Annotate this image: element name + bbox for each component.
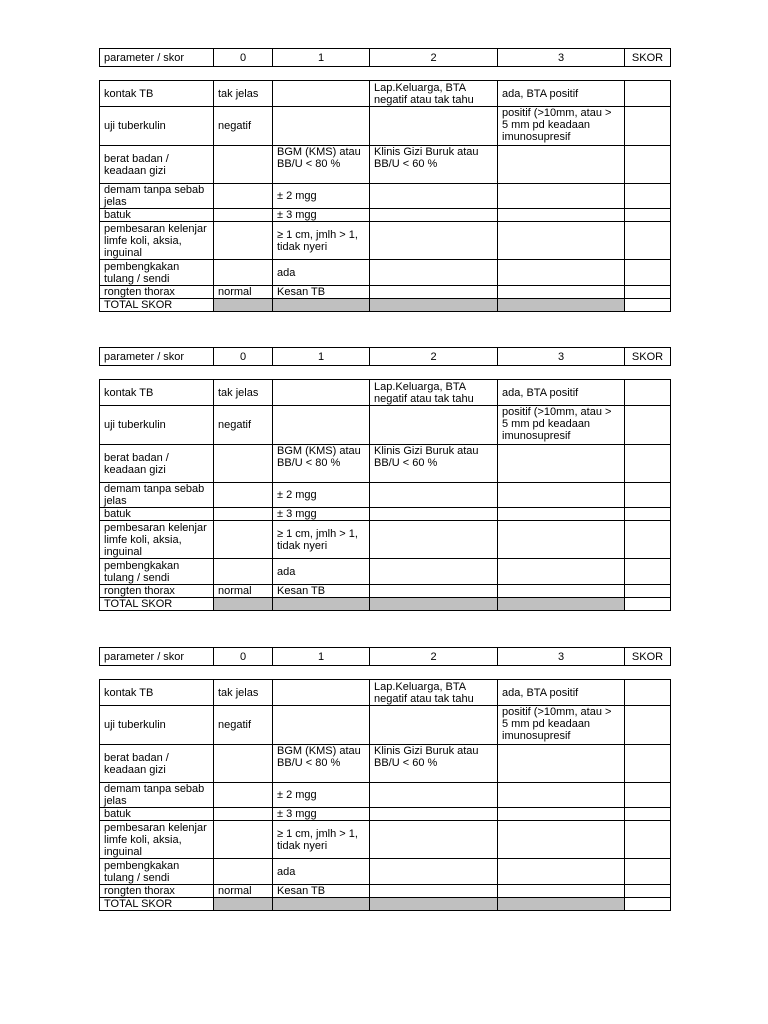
total-shaded-cell [273, 898, 370, 911]
header-skor: SKOR [625, 348, 671, 366]
header-row [100, 648, 671, 666]
cell-score-3 [498, 260, 625, 286]
cell-score-3 [498, 745, 625, 783]
score-form-2 [99, 347, 670, 611]
cell-skor[interactable] [625, 184, 671, 209]
row-label: pembesaran kelenjar limfe koli, aksia, inguinal [100, 521, 214, 559]
row-label: berat badan / keadaan gizi [100, 745, 214, 783]
cell-score-0 [214, 559, 273, 585]
row-label: pembengkakan tulang / sendi [100, 859, 214, 885]
row-label: demam tanpa sebab jelas [100, 483, 214, 508]
row-batuk [100, 508, 671, 521]
cell-score-1: ± 3 mgg [273, 808, 370, 821]
cell-score-1 [273, 706, 370, 745]
total-skor-cell[interactable] [625, 898, 671, 911]
total-label: TOTAL SKOR [100, 598, 214, 611]
scoring-table [99, 679, 671, 911]
row-demam [100, 783, 671, 808]
row-label: batuk [100, 808, 214, 821]
cell-score-3: ada, BTA positif [498, 81, 625, 107]
header-score-0: 0 [214, 648, 273, 666]
cell-score-3 [498, 445, 625, 483]
total-shaded-cell [214, 299, 273, 312]
cell-score-3 [498, 286, 625, 299]
cell-score-2: Klinis Gizi Buruk atau BB/U < 60 % [370, 146, 498, 184]
cell-score-1: BGM (KMS) atau BB/U < 80 % [273, 445, 370, 483]
cell-score-2 [370, 107, 498, 146]
row-uji [100, 706, 671, 745]
row-kontak [100, 380, 671, 406]
cell-score-1 [273, 380, 370, 406]
cell-score-0 [214, 783, 273, 808]
cell-score-0 [214, 184, 273, 209]
cell-score-3: ada, BTA positif [498, 380, 625, 406]
row-demam [100, 184, 671, 209]
header-score-2: 2 [370, 648, 498, 666]
row-label: demam tanpa sebab jelas [100, 184, 214, 209]
cell-score-2 [370, 184, 498, 209]
cell-skor[interactable] [625, 406, 671, 445]
cell-score-0 [214, 508, 273, 521]
header-param: parameter / skor [100, 648, 214, 666]
cell-score-3: positif (>10mm, atau > 5 mm pd keadaan imunosupresif [498, 406, 625, 445]
header-row [100, 348, 671, 366]
cell-score-2 [370, 585, 498, 598]
row-label: kontak TB [100, 380, 214, 406]
cell-score-1: ada [273, 260, 370, 286]
cell-score-3: ada, BTA positif [498, 680, 625, 706]
cell-score-2 [370, 286, 498, 299]
cell-score-0 [214, 859, 273, 885]
cell-score-3 [498, 209, 625, 222]
cell-score-0: normal [214, 286, 273, 299]
cell-score-0: tak jelas [214, 680, 273, 706]
cell-score-2 [370, 808, 498, 821]
row-label: batuk [100, 209, 214, 222]
total-shaded-cell [498, 898, 625, 911]
cell-skor[interactable] [625, 885, 671, 898]
cell-score-2 [370, 209, 498, 222]
row-label: uji tuberkulin [100, 107, 214, 146]
cell-score-1 [273, 81, 370, 107]
cell-skor[interactable] [625, 209, 671, 222]
row-berat [100, 745, 671, 783]
cell-score-3 [498, 859, 625, 885]
cell-score-3 [498, 521, 625, 559]
cell-score-1: BGM (KMS) atau BB/U < 80 % [273, 146, 370, 184]
cell-score-0: negatif [214, 107, 273, 146]
total-shaded-cell [273, 299, 370, 312]
header-score-1: 1 [273, 49, 370, 67]
row-total [100, 898, 671, 911]
row-uji [100, 107, 671, 146]
cell-skor[interactable] [625, 508, 671, 521]
total-skor-cell[interactable] [625, 299, 671, 312]
header-table [99, 48, 671, 67]
cell-score-2 [370, 859, 498, 885]
row-kelenjar [100, 821, 671, 859]
row-tulang [100, 559, 671, 585]
row-label: demam tanpa sebab jelas [100, 783, 214, 808]
cell-score-2 [370, 260, 498, 286]
cell-score-2: Klinis Gizi Buruk atau BB/U < 60 % [370, 745, 498, 783]
row-label: pembengkakan tulang / sendi [100, 559, 214, 585]
cell-score-3 [498, 821, 625, 859]
total-shaded-cell [273, 598, 370, 611]
row-berat [100, 445, 671, 483]
cell-score-2 [370, 821, 498, 859]
total-shaded-cell [214, 598, 273, 611]
cell-score-1: ± 2 mgg [273, 783, 370, 808]
cell-score-3 [498, 559, 625, 585]
total-label: TOTAL SKOR [100, 898, 214, 911]
total-label: TOTAL SKOR [100, 299, 214, 312]
row-rongten [100, 885, 671, 898]
header-score-1: 1 [273, 648, 370, 666]
header-skor: SKOR [625, 49, 671, 67]
header-score-3: 3 [498, 49, 625, 67]
cell-skor[interactable] [625, 286, 671, 299]
cell-score-3 [498, 808, 625, 821]
cell-score-0: tak jelas [214, 380, 273, 406]
cell-score-0: normal [214, 885, 273, 898]
cell-score-3 [498, 508, 625, 521]
row-label: batuk [100, 508, 214, 521]
row-label: kontak TB [100, 680, 214, 706]
cell-score-2: Lap.Keluarga, BTA negatif atau tak tahu [370, 380, 498, 406]
cell-score-1: Kesan TB [273, 885, 370, 898]
cell-skor[interactable] [625, 821, 671, 859]
row-label: pembengkakan tulang / sendi [100, 260, 214, 286]
cell-score-0 [214, 483, 273, 508]
score-form-3 [99, 647, 670, 911]
cell-score-1: Kesan TB [273, 585, 370, 598]
cell-score-1: Kesan TB [273, 286, 370, 299]
row-label: kontak TB [100, 81, 214, 107]
row-batuk [100, 209, 671, 222]
cell-score-0 [214, 745, 273, 783]
row-berat [100, 146, 671, 184]
header-table [99, 347, 671, 366]
row-label: uji tuberkulin [100, 406, 214, 445]
cell-skor[interactable] [625, 808, 671, 821]
cell-score-1: BGM (KMS) atau BB/U < 80 % [273, 745, 370, 783]
cell-skor[interactable] [625, 859, 671, 885]
cell-skor[interactable] [625, 680, 671, 706]
cell-skor[interactable] [625, 380, 671, 406]
row-total [100, 299, 671, 312]
header-row [100, 49, 671, 67]
header-score-1: 1 [273, 348, 370, 366]
cell-score-1: ≥ 1 cm, jmlh > 1, tidak nyeri [273, 222, 370, 260]
cell-score-1: ada [273, 859, 370, 885]
scoring-table [99, 80, 671, 312]
cell-score-3 [498, 885, 625, 898]
cell-score-2 [370, 521, 498, 559]
cell-skor[interactable] [625, 260, 671, 286]
cell-skor[interactable] [625, 585, 671, 598]
total-shaded-cell [214, 898, 273, 911]
header-skor: SKOR [625, 648, 671, 666]
cell-score-2 [370, 885, 498, 898]
cell-score-0 [214, 521, 273, 559]
total-shaded-cell [498, 598, 625, 611]
cell-skor[interactable] [625, 559, 671, 585]
cell-score-2 [370, 222, 498, 260]
row-kelenjar [100, 222, 671, 260]
cell-score-2 [370, 559, 498, 585]
cell-score-1: ≥ 1 cm, jmlh > 1, tidak nyeri [273, 821, 370, 859]
header-score-0: 0 [214, 348, 273, 366]
total-shaded-cell [370, 898, 498, 911]
cell-score-2: Lap.Keluarga, BTA negatif atau tak tahu [370, 81, 498, 107]
row-label: pembesaran kelenjar limfe koli, aksia, inguinal [100, 821, 214, 859]
cell-score-0: normal [214, 585, 273, 598]
total-shaded-cell [498, 299, 625, 312]
header-table [99, 647, 671, 666]
cell-score-1 [273, 107, 370, 146]
cell-score-2 [370, 706, 498, 745]
cell-score-0: negatif [214, 406, 273, 445]
cell-skor[interactable] [625, 521, 671, 559]
cell-skor[interactable] [625, 745, 671, 783]
cell-score-1: ≥ 1 cm, jmlh > 1, tidak nyeri [273, 521, 370, 559]
cell-score-1: ± 2 mgg [273, 184, 370, 209]
cell-skor[interactable] [625, 783, 671, 808]
total-skor-cell[interactable] [625, 598, 671, 611]
cell-score-3 [498, 184, 625, 209]
row-batuk [100, 808, 671, 821]
row-label: uji tuberkulin [100, 706, 214, 745]
cell-score-0 [214, 260, 273, 286]
row-rongten [100, 286, 671, 299]
cell-score-3 [498, 222, 625, 260]
cell-score-2 [370, 483, 498, 508]
row-kontak [100, 680, 671, 706]
row-kontak [100, 81, 671, 107]
cell-skor[interactable] [625, 146, 671, 184]
row-tulang [100, 859, 671, 885]
cell-score-3 [498, 146, 625, 184]
cell-score-2: Klinis Gizi Buruk atau BB/U < 60 % [370, 445, 498, 483]
cell-score-3 [498, 585, 625, 598]
cell-score-0 [214, 445, 273, 483]
cell-score-0: negatif [214, 706, 273, 745]
row-total [100, 598, 671, 611]
cell-score-3: positif (>10mm, atau > 5 mm pd keadaan imunosupresif [498, 706, 625, 745]
cell-score-2 [370, 783, 498, 808]
row-label: rongten thorax [100, 286, 214, 299]
cell-score-3 [498, 783, 625, 808]
row-label: berat badan / keadaan gizi [100, 146, 214, 184]
cell-score-3: positif (>10mm, atau > 5 mm pd keadaan imunosupresif [498, 107, 625, 146]
cell-score-1: ± 3 mgg [273, 508, 370, 521]
cell-score-2: Lap.Keluarga, BTA negatif atau tak tahu [370, 680, 498, 706]
cell-score-0 [214, 222, 273, 260]
cell-skor[interactable] [625, 706, 671, 745]
row-rongten [100, 585, 671, 598]
row-demam [100, 483, 671, 508]
total-shaded-cell [370, 598, 498, 611]
cell-score-0 [214, 808, 273, 821]
cell-score-1 [273, 680, 370, 706]
header-score-0: 0 [214, 49, 273, 67]
row-label: rongten thorax [100, 585, 214, 598]
header-score-3: 3 [498, 348, 625, 366]
header-param: parameter / skor [100, 348, 214, 366]
row-uji [100, 406, 671, 445]
cell-skor[interactable] [625, 81, 671, 107]
cell-score-1 [273, 406, 370, 445]
row-tulang [100, 260, 671, 286]
cell-skor[interactable] [625, 483, 671, 508]
row-label: rongten thorax [100, 885, 214, 898]
cell-score-0 [214, 821, 273, 859]
row-label: pembesaran kelenjar limfe koli, aksia, inguinal [100, 222, 214, 260]
cell-score-0 [214, 209, 273, 222]
cell-score-2 [370, 406, 498, 445]
score-form-1 [99, 48, 670, 312]
cell-score-0 [214, 146, 273, 184]
cell-score-1: ± 2 mgg [273, 483, 370, 508]
cell-score-2 [370, 508, 498, 521]
cell-skor[interactable] [625, 222, 671, 260]
scoring-table [99, 379, 671, 611]
cell-skor[interactable] [625, 445, 671, 483]
cell-score-0: tak jelas [214, 81, 273, 107]
header-score-3: 3 [498, 648, 625, 666]
header-score-2: 2 [370, 348, 498, 366]
header-param: parameter / skor [100, 49, 214, 67]
cell-score-1: ± 3 mgg [273, 209, 370, 222]
row-kelenjar [100, 521, 671, 559]
total-shaded-cell [370, 299, 498, 312]
cell-skor[interactable] [625, 107, 671, 146]
header-score-2: 2 [370, 49, 498, 67]
cell-score-1: ada [273, 559, 370, 585]
row-label: berat badan / keadaan gizi [100, 445, 214, 483]
cell-score-3 [498, 483, 625, 508]
